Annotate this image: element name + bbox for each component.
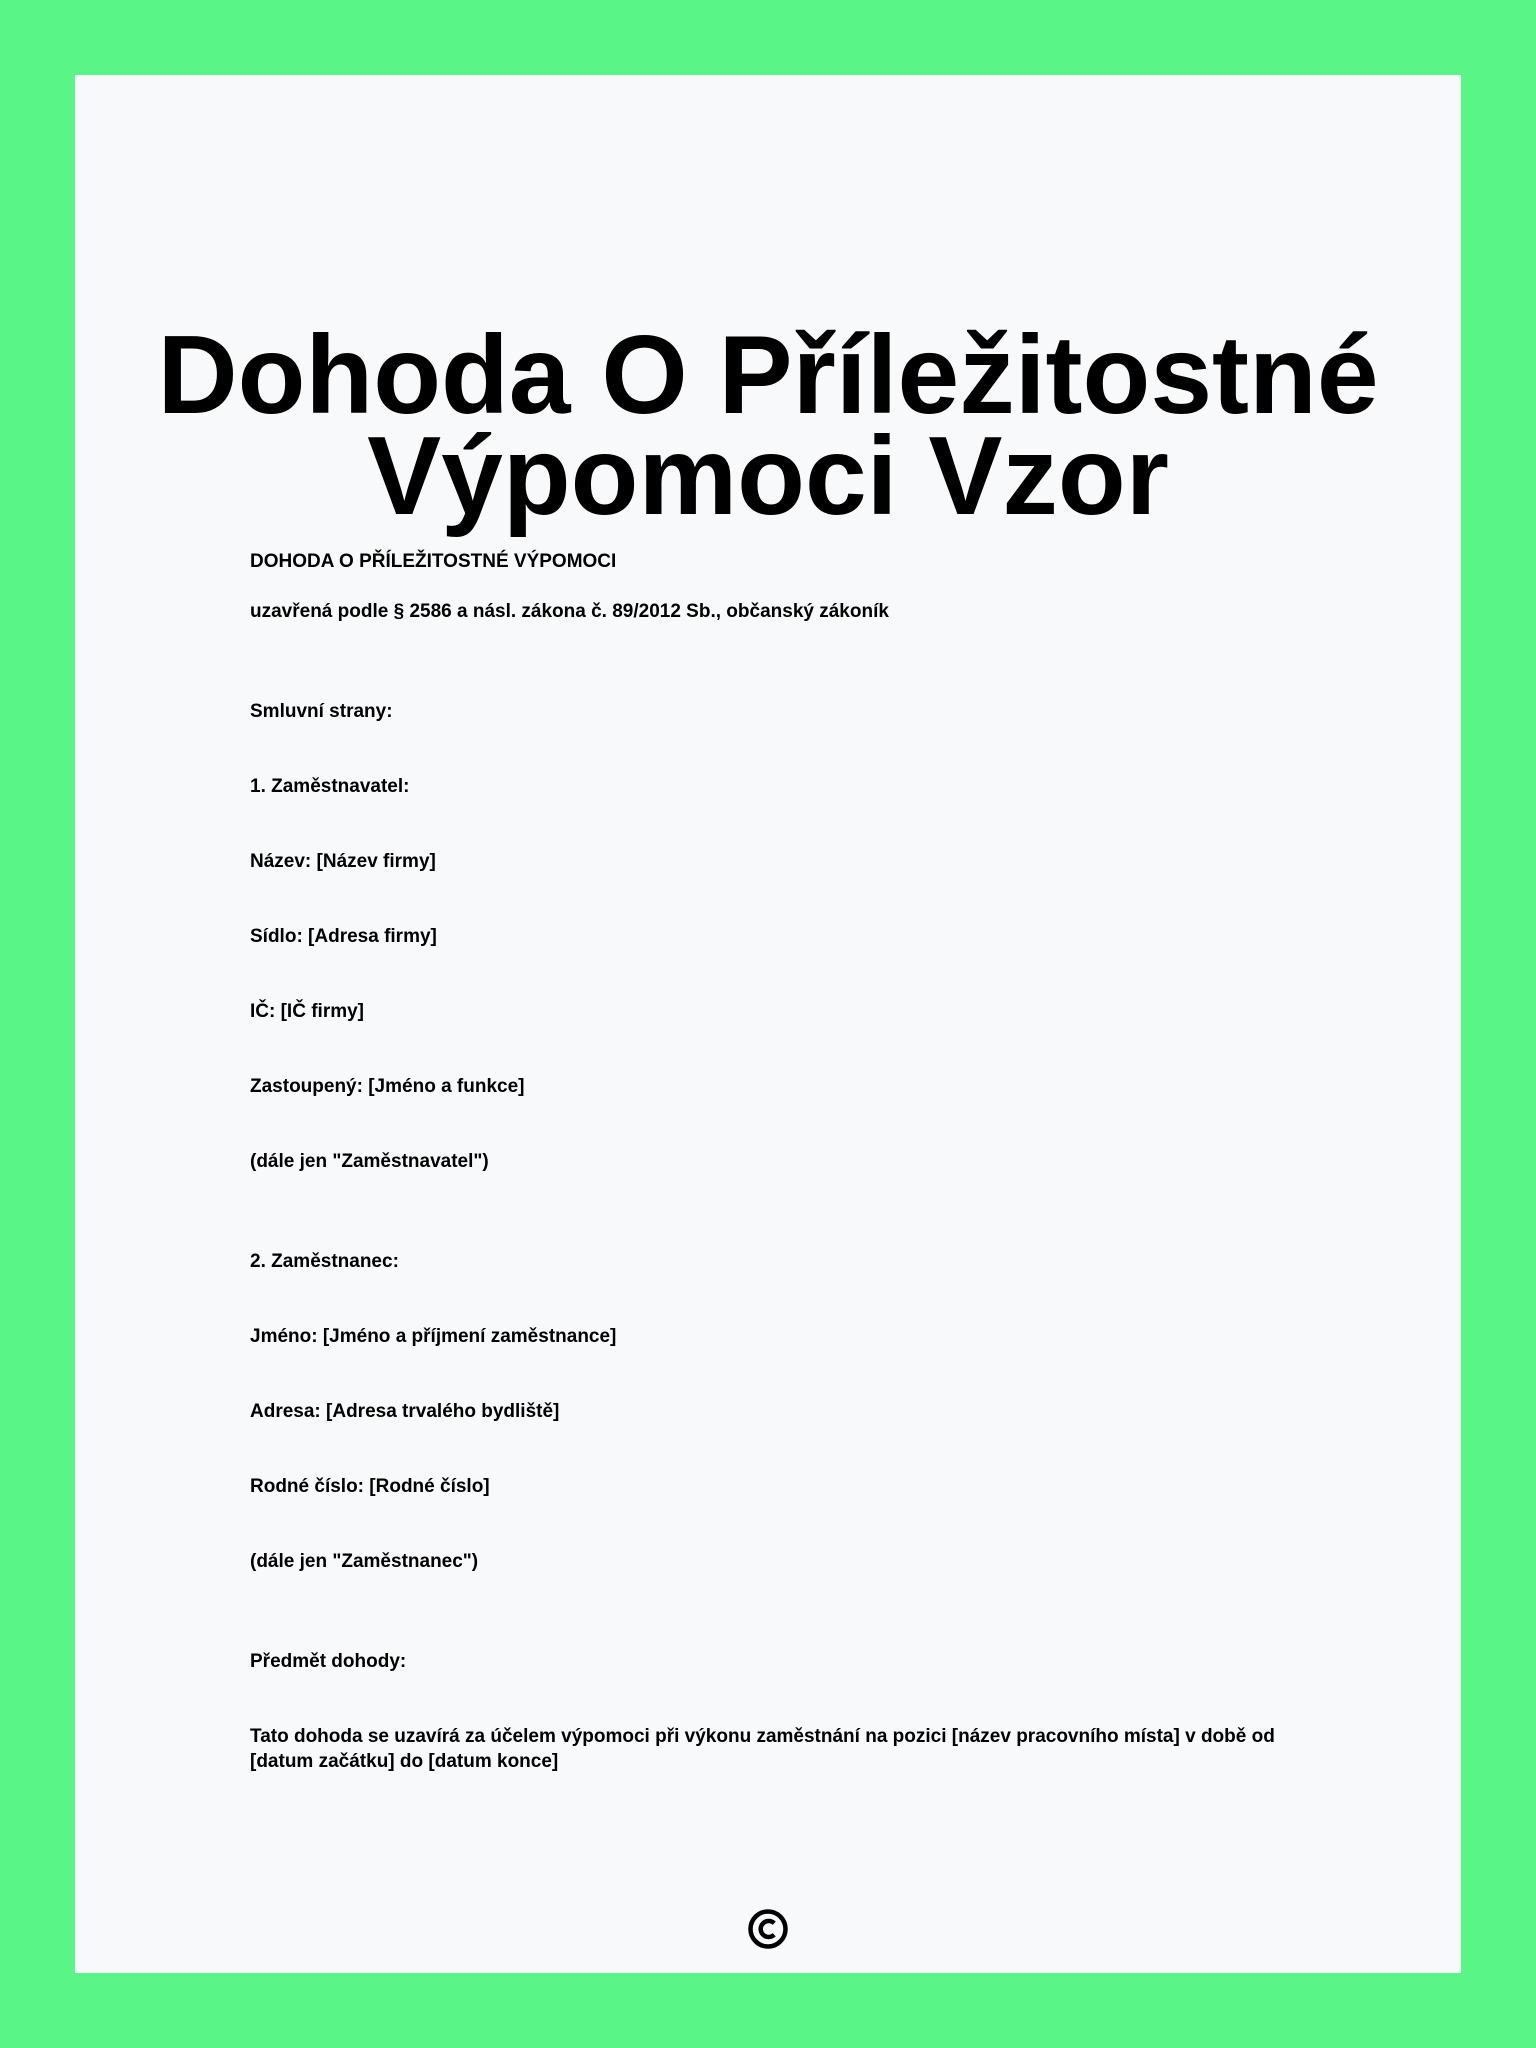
employee-name: Jméno: [Jméno a příjmení zaměstnance] (250, 1326, 617, 1347)
employee-address: Adresa: [Adresa trvalého bydliště] (250, 1401, 560, 1422)
employee-birth-number: Rodné číslo: [Rodné číslo] (250, 1476, 490, 1497)
employer-represented: Zastoupený: [Jméno a funkce] (250, 1076, 525, 1097)
title-line-2: Výpomoci Vzor (367, 414, 1169, 538)
document-page (75, 75, 1461, 1973)
employer-hereinafter: (dále jen "Zaměstnavatel") (250, 1151, 489, 1172)
employer-name: Název: [Název firmy] (250, 851, 436, 872)
agreement-subheading: uzavřená podle § 2586 a násl. zákona č. 89/2012 Sb., občanský zákoník (250, 601, 889, 622)
copyright-icon (744, 1905, 792, 1953)
title-line-1: Dohoda O Příležitostné (157, 313, 1379, 437)
agreement-heading: DOHODA O PŘÍLEŽITOSTNÉ VÝPOMOCI (250, 551, 617, 572)
employer-label: 1. Zaměstnavatel: (250, 776, 410, 797)
employer-seat: Sídlo: [Adresa firmy] (250, 926, 437, 947)
employer-ic: IČ: [IČ firmy] (250, 1001, 364, 1022)
document-title (75, 313, 1461, 538)
parties-label: Smluvní strany: (250, 701, 393, 722)
subject-label: Předmět dohody: (250, 1651, 407, 1672)
subject-text: Tato dohoda se uzavírá za účelem výpomoci při výkonu zaměstnání na pozici [název pracovního místa] v době od [datum začátku] do [datum konce] (250, 1726, 1275, 1772)
employee-label: 2. Zaměstnanec: (250, 1251, 399, 1272)
employee-hereinafter: (dále jen "Zaměstnanec") (250, 1551, 479, 1572)
